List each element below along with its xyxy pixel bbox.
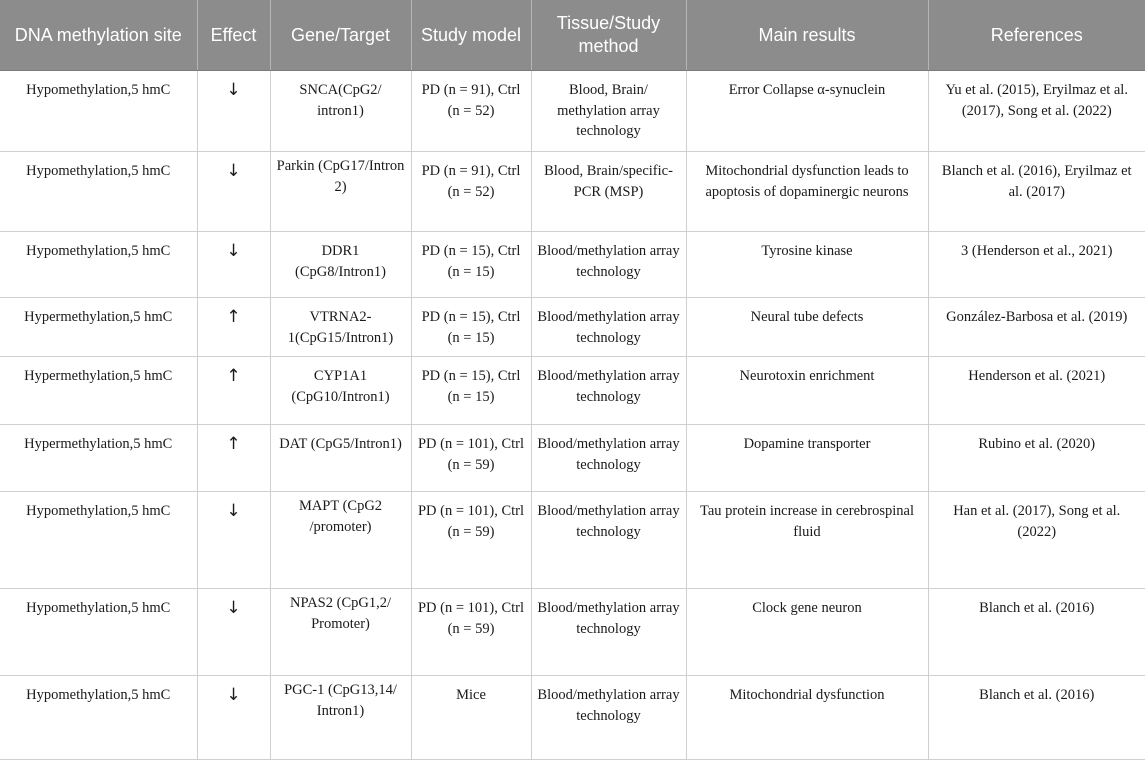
cell-tissue: Blood/methylation array technology <box>531 492 686 589</box>
cell-results: Mitochondrial dysfunction <box>686 676 928 760</box>
header-site: DNA methylation site <box>0 0 197 71</box>
cell-model: PD (n = 15), Ctrl (n = 15) <box>411 298 531 357</box>
cell-model: PD (n = 91), Ctrl (n = 52) <box>411 71 531 152</box>
table-row <box>0 152 1145 232</box>
cell-effect-arrow: ↓ <box>197 232 270 298</box>
cell-references: Blanch et al. (2016), Eryilmaz et al. (2017) <box>928 152 1145 232</box>
cell-model: PD (n = 101), Ctrl (n = 59) <box>411 589 531 676</box>
cell-results: Tau protein increase in cerebrospinal fluid <box>686 492 928 589</box>
cell-tissue: Blood/methylation array technology <box>531 357 686 425</box>
cell-site: Hypomethylation,5 hmC <box>0 676 197 760</box>
cell-effect-arrow: ↑ <box>197 425 270 492</box>
table-row <box>0 589 1145 676</box>
cell-tissue: Blood/methylation array technology <box>531 232 686 298</box>
cell-references: Yu et al. (2015), Eryilmaz et al. (2017), Song et al. (2022) <box>928 71 1145 152</box>
cell-gene: MAPT (CpG2 /promoter) <box>270 492 411 589</box>
cell-references: Blanch et al. (2016) <box>928 589 1145 676</box>
cell-model: PD (n = 91), Ctrl (n = 52) <box>411 152 531 232</box>
cell-site: Hypermethylation,5 hmC <box>0 357 197 425</box>
cell-gene: DAT (CpG5/Intron1) <box>270 425 411 492</box>
cell-references: Han et al. (2017), Song et al. (2022) <box>928 492 1145 589</box>
cell-site: Hypomethylation,5 hmC <box>0 492 197 589</box>
cell-references: González-Barbosa et al. (2019) <box>928 298 1145 357</box>
cell-gene: VTRNA2-1(CpG15/Intron1) <box>270 298 411 357</box>
cell-results: Error Collapse α-synuclein <box>686 71 928 152</box>
cell-site: Hypermethylation,5 hmC <box>0 298 197 357</box>
table-row <box>0 298 1145 357</box>
cell-effect-arrow: ↓ <box>197 589 270 676</box>
cell-tissue: Blood/methylation array technology <box>531 425 686 492</box>
cell-results: Tyrosine kinase <box>686 232 928 298</box>
header-row <box>0 0 1145 71</box>
header-references: References <box>928 0 1145 71</box>
header-effect: Effect <box>197 0 270 71</box>
table-row <box>0 71 1145 152</box>
table-row <box>0 357 1145 425</box>
header-tissue: Tissue/Study method <box>531 0 686 71</box>
table-row <box>0 425 1145 492</box>
cell-references: Blanch et al. (2016) <box>928 676 1145 760</box>
cell-gene: PGC-1 (CpG13,14/ Intron1) <box>270 676 411 760</box>
table-row <box>0 492 1145 589</box>
cell-model: PD (n = 101), Ctrl (n = 59) <box>411 492 531 589</box>
cell-effect-arrow: ↑ <box>197 357 270 425</box>
cell-effect-arrow: ↓ <box>197 152 270 232</box>
cell-effect-arrow: ↓ <box>197 492 270 589</box>
cell-tissue: Blood/methylation array technology <box>531 676 686 760</box>
cell-model: Mice <box>411 676 531 760</box>
cell-effect-arrow: ↑ <box>197 298 270 357</box>
cell-model: PD (n = 101), Ctrl (n = 59) <box>411 425 531 492</box>
cell-tissue: Blood, Brain/ methylation array technology <box>531 71 686 152</box>
cell-results: Dopamine transporter <box>686 425 928 492</box>
cell-tissue: Blood/methylation array technology <box>531 298 686 357</box>
cell-model: PD (n = 15), Ctrl (n = 15) <box>411 357 531 425</box>
cell-site: Hypomethylation,5 hmC <box>0 232 197 298</box>
header-gene: Gene/Target <box>270 0 411 71</box>
cell-effect-arrow: ↓ <box>197 71 270 152</box>
header-results: Main results <box>686 0 928 71</box>
cell-effect-arrow: ↓ <box>197 676 270 760</box>
cell-references: 3 (Henderson et al., 2021) <box>928 232 1145 298</box>
cell-model: PD (n = 15), Ctrl (n = 15) <box>411 232 531 298</box>
cell-gene: SNCA(CpG2/ intron1) <box>270 71 411 152</box>
cell-site: Hypomethylation,5 hmC <box>0 152 197 232</box>
cell-results: Clock gene neuron <box>686 589 928 676</box>
cell-site: Hypermethylation,5 hmC <box>0 425 197 492</box>
header-model: Study model <box>411 0 531 71</box>
cell-gene: NPAS2 (CpG1,2/ Promoter) <box>270 589 411 676</box>
cell-results: Mitochondrial dysfunction leads to apoptosis of dopaminergic neurons <box>686 152 928 232</box>
table-row <box>0 676 1145 760</box>
cell-references: Henderson et al. (2021) <box>928 357 1145 425</box>
cell-gene: Parkin (CpG17/Intron 2) <box>270 152 411 232</box>
cell-results: Neurotoxin enrichment <box>686 357 928 425</box>
cell-site: Hypomethylation,5 hmC <box>0 589 197 676</box>
table-row <box>0 232 1145 298</box>
cell-gene: DDR1 (CpG8/Intron1) <box>270 232 411 298</box>
cell-tissue: Blood, Brain/specific-PCR (MSP) <box>531 152 686 232</box>
cell-results: Neural tube defects <box>686 298 928 357</box>
cell-tissue: Blood/methylation array technology <box>531 589 686 676</box>
cell-references: Rubino et al. (2020) <box>928 425 1145 492</box>
cell-gene: CYP1A1 (CpG10/Intron1) <box>270 357 411 425</box>
cell-site: Hypomethylation,5 hmC <box>0 71 197 152</box>
